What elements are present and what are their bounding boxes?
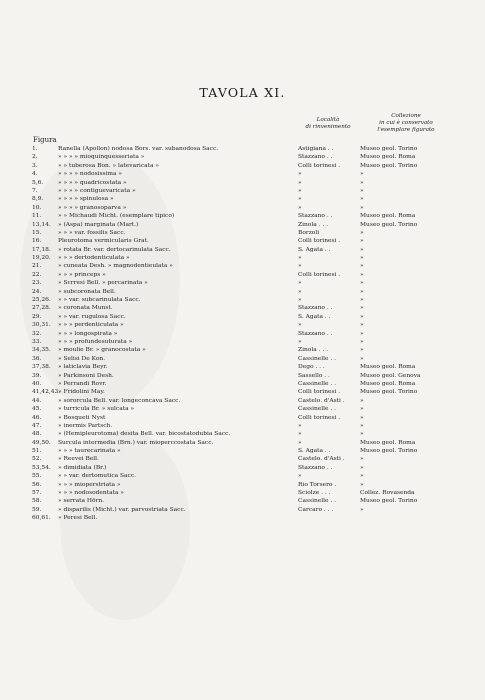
locality: Sciolze . . . [298,490,331,497]
figure-row [0,321,485,329]
species-name: » (Hemipleurotoma) desita Bell. var. bicostatodubia Sacc. [58,431,231,438]
species-name: » disparilis (Micht.) var. parvostriata Sacc. [58,506,186,513]
locality: » [298,338,302,345]
locality: Stazzano . . [298,154,333,161]
locality: Castelo. d'Asti . [298,397,345,404]
figure-number: 33. [32,338,42,345]
locality: » [298,280,302,287]
collection: » [360,406,364,413]
figure-number: 16. [32,238,42,245]
figure-row [0,481,485,489]
locality-header-line: di rinvenimento [305,124,351,130]
species-name: » » » longospirata » [58,330,118,337]
collection: » [360,347,364,354]
collection: Museo geol. Torino [360,389,418,396]
figure-number: 47. [32,422,42,429]
locality: » [298,187,302,194]
figure-number: 4. [32,171,38,178]
collection: » [360,330,364,337]
collection: Museo geol. Torino [360,498,418,505]
figure-row [0,346,485,354]
collection: Museo geol. Roma [360,364,416,371]
locality: » [298,422,302,429]
figure-row [0,288,485,296]
figure-row [0,271,485,279]
locality: Cassinelle . . [298,355,336,362]
collection: » [360,431,364,438]
figure-number: 56. [32,481,42,488]
species-name: » » » mioperstriata » [58,481,121,488]
locality: Colli torinesi . [298,162,341,169]
locality: Dego . . . [298,364,325,371]
figure-number: 10. [32,204,42,211]
figure-row [0,330,485,338]
figure-row [0,472,485,480]
locality: Cassinelle . . [298,406,336,413]
collection: Museo geol. Torino [360,146,418,152]
locality: Zinola . . . [298,221,328,228]
species-name: » Peresi Bell. [58,515,98,522]
species-name: » » » nodosodentata » [58,490,124,497]
species-name: » » » princeps » [58,271,106,278]
collection: » [360,288,364,295]
figure-number: 36. [32,355,42,362]
collection: » [360,481,364,488]
collection-header-line: Collezione [391,113,421,119]
figure-row [0,313,485,321]
figure-column-header: Figura [33,136,57,144]
figure-number: 11. [32,213,42,220]
collection: Museo geol. Roma [360,439,416,446]
figure-row [0,212,485,220]
figure-number: 52. [32,456,42,463]
species-name: » cuneata Desh. » magnodentieulata » [58,263,173,270]
figure-number: 55. [32,473,42,480]
figure-row [0,397,485,405]
figure-number: 25,26. [32,297,51,304]
figure-number: 1. [32,146,38,152]
collection: » [360,204,364,211]
species-name: » » » var. fossilis Sacc. [58,229,126,236]
species-name: » Fridolini May. [58,389,105,396]
figure-row [0,221,485,229]
figure-row [0,380,485,388]
locality: Stazzano . . [298,464,333,471]
collection: » [360,422,364,429]
collection-header-line: l'esemplare figurato [377,127,435,133]
locality: Carcaro . . . [298,506,334,513]
species-name: » » var. dertomutica Sacc. [58,473,137,480]
locality: Zinola . . . [298,347,328,354]
species-name: » » » » mioquinquesseriata » [58,154,145,161]
collection: » [360,414,364,421]
figure-number: 15. [32,229,42,236]
locality: Stazzano . . [298,305,333,312]
figure-row [0,405,485,413]
species-name: » turricula Br. » sulcata » [58,406,135,413]
species-name: » Scrresi Bell. » percarinata » [58,280,148,287]
figure-number: 13,14. [32,221,51,228]
species-name: » sororcula Bell. var. longeconcava Sacc. [58,397,181,404]
species-name: » (Aspa) marginata (Mart.) [58,221,139,228]
collection: » [360,238,364,245]
species-name: » » » » granosoparva » [58,204,127,211]
collection: Museo geol. Torino [360,162,418,169]
collection: » [360,506,364,513]
collection: Museo geol. Torino [360,448,418,455]
species-name: » » var. subcarinulata Sacc. [58,297,141,304]
figure-row [0,304,485,312]
species-name: » » » profundesuturata » [58,338,133,345]
figure-number: 2. [32,154,38,161]
figure-row [0,355,485,363]
figure-row [0,187,485,195]
collection: » [360,187,364,194]
collection: » [360,271,364,278]
collection: » [360,297,364,304]
figure-row [0,506,485,514]
figure-number: 30,31. [32,322,51,329]
plate-title: TAVOLA XI. [199,85,286,100]
figure-number: 39. [32,372,42,379]
locality: Cassinelle . . [298,380,336,387]
locality: » [298,255,302,262]
collection: » [360,171,364,178]
collection: » [360,229,364,236]
figure-row [0,422,485,430]
figure-number: 59. [32,506,42,513]
species-name: » » tuberosa Bon. » latevaricata » [58,162,159,169]
locality: Stazzano . . [298,213,333,220]
figure-number: 24. [32,288,42,295]
locality: S. Agata . . [298,313,331,320]
species-name: » rotata Br. var. dertocarinulata Sacc. [58,246,171,253]
locality: » [298,171,302,178]
locality: » [298,473,302,480]
figure-number: 41,42,43. [32,389,61,396]
collection: » [360,305,364,312]
figure-row [0,497,485,505]
locality: » [298,204,302,211]
figure-number: 21. [32,263,42,270]
figure-number: 37,38. [32,364,51,371]
species-name: » » » perdenticulata » [58,322,124,329]
species-name: Pleurotoma vermicularis Grat. [58,238,149,245]
species-name: » » » » spinulosa » [58,196,114,203]
figure-number: 19,20. [32,255,51,262]
collection: Museo geol. Roma [360,213,416,220]
figure-number: 29. [32,313,42,320]
collection: » [360,246,364,253]
species-name: » Reevei Bell. [58,456,99,463]
figure-number: 58. [32,498,42,505]
locality: Colli torinesi . [298,271,341,278]
locality: » [298,322,302,329]
figure-row [0,363,485,371]
locality: » [298,431,302,438]
species-name: » » » » nodosissima » [58,171,122,178]
locality: » [298,439,302,446]
figure-number: 7. [32,187,38,194]
figure-row [0,388,485,396]
species-name: » laticlavia Beyr. [58,364,108,371]
species-name: » Selisi De Kon. [58,355,106,362]
collection: » [360,464,364,471]
figure-row [0,296,485,304]
species-name: » inermis Partsch. [58,422,113,429]
collection: » [360,338,364,345]
species-name: Ranella (Apollon) nodosa Bors. var. subanodosa Sacc. [58,146,219,152]
figure-number: 45. [32,406,42,413]
collection: » [360,313,364,320]
figure-number: 34,35. [32,347,51,354]
figure-number: 22. [32,271,42,278]
collection: » [360,456,364,463]
locality: Castelo. d'Asti . [298,456,345,463]
collection: Collez. Rovasenda [360,490,415,497]
figure-number: 17,18. [32,246,51,253]
species-name: » Bosqueti Nyst [58,414,106,421]
collection-header-line: in cui è conservato [379,120,433,126]
figure-number: 57. [32,490,42,497]
locality: Colli torinesi . [298,414,341,421]
collection: » [360,179,364,186]
collection: » [360,355,364,362]
figure-number: 46. [32,414,42,421]
locality: Cassinelle . . [298,498,336,505]
figure-number: 44. [32,397,42,404]
figure-row [0,195,485,203]
figure-row [0,414,485,422]
figure-row [0,170,485,178]
figure-number: 51. [32,448,42,455]
species-name: » » » taurecarinata » [58,448,121,455]
figure-number: 8,9. [32,196,44,203]
figure-row [0,145,485,153]
locality: Stazzano . . [298,330,333,337]
figure-row [0,455,485,463]
figure-row [0,254,485,262]
locality-column-header [296,117,360,131]
collection: » [360,280,364,287]
locality: Colli torinesi . [298,389,341,396]
species-name: » » » » quadricostata » [58,179,127,186]
collection: » [360,322,364,329]
locality: Astigiana . . [298,146,334,152]
figure-row [0,179,485,187]
collection: Museo geol. Genova [360,372,421,379]
figure-number: 32. [32,330,42,337]
species-name: » dimidiata (Br.) [58,464,107,471]
figure-number: 60,61. [32,515,51,522]
figure-number: 27,28. [32,305,51,312]
species-name: » subcoronata Bell. [58,288,116,295]
figure-number: 3. [32,162,38,169]
figure-row [0,153,485,161]
figure-number: 23. [32,280,42,287]
locality: Rio Torsero . [298,481,337,488]
collection: » [360,196,364,203]
species-name: » Parkinsoni Desh. [58,372,114,379]
species-name: » serrata Hörn. [58,498,105,505]
collection: » [360,255,364,262]
collection: » [360,263,364,270]
figure-number: 5,6. [32,179,44,186]
figure-row [0,372,485,380]
figure-number: 48. [32,431,42,438]
locality: » [298,297,302,304]
collection-column-header [363,113,449,134]
species-name: » moulie Br. » granocostata » [58,347,146,354]
collection: Museo geol. Torino [360,221,418,228]
locality: S. Agata . . [298,448,331,455]
species-name: » » var. rugulosa Sacc. [58,313,126,320]
species-name: » » Michaudi Micht. (esemplare tipico) [58,213,175,220]
figure-row [0,447,485,455]
locality: Borzoli [298,229,320,236]
figure-number: 40. [32,380,42,387]
figure-row [0,514,485,522]
figure-row [0,237,485,245]
figure-number: 53,54. [32,464,51,471]
figure-row [0,439,485,447]
figure-row [0,262,485,270]
figure-row [0,229,485,237]
collection: » [360,473,364,480]
species-name: » » » » contiguevaricata » [58,187,136,194]
figure-row [0,204,485,212]
figure-list [0,145,485,523]
species-name: » » » dertodenticulata » [58,255,130,262]
locality: » [298,179,302,186]
locality: Colli torinesi . [298,238,341,245]
locality: S. Agata . . [298,246,331,253]
figure-row [0,464,485,472]
figure-row [0,338,485,346]
figure-row [0,162,485,170]
locality: » [298,288,302,295]
locality: Sassello . . [298,372,330,379]
collection: Museo geol. Roma [360,154,416,161]
collection: Museo geol. Roma [360,380,416,387]
locality: » [298,263,302,270]
species-name: Surcula intermedia (Brn.) var. mioperccostata Sacc. [58,439,214,446]
figure-row [0,489,485,497]
species-name: » coronata Munst. [58,305,113,312]
species-name: » Perrandi Rovr. [58,380,107,387]
figure-number: 49,50. [32,439,51,446]
locality: » [298,196,302,203]
figure-row [0,246,485,254]
locality-header-line: Località [316,117,340,123]
figure-row [0,279,485,287]
collection: » [360,397,364,404]
figure-row [0,430,485,438]
